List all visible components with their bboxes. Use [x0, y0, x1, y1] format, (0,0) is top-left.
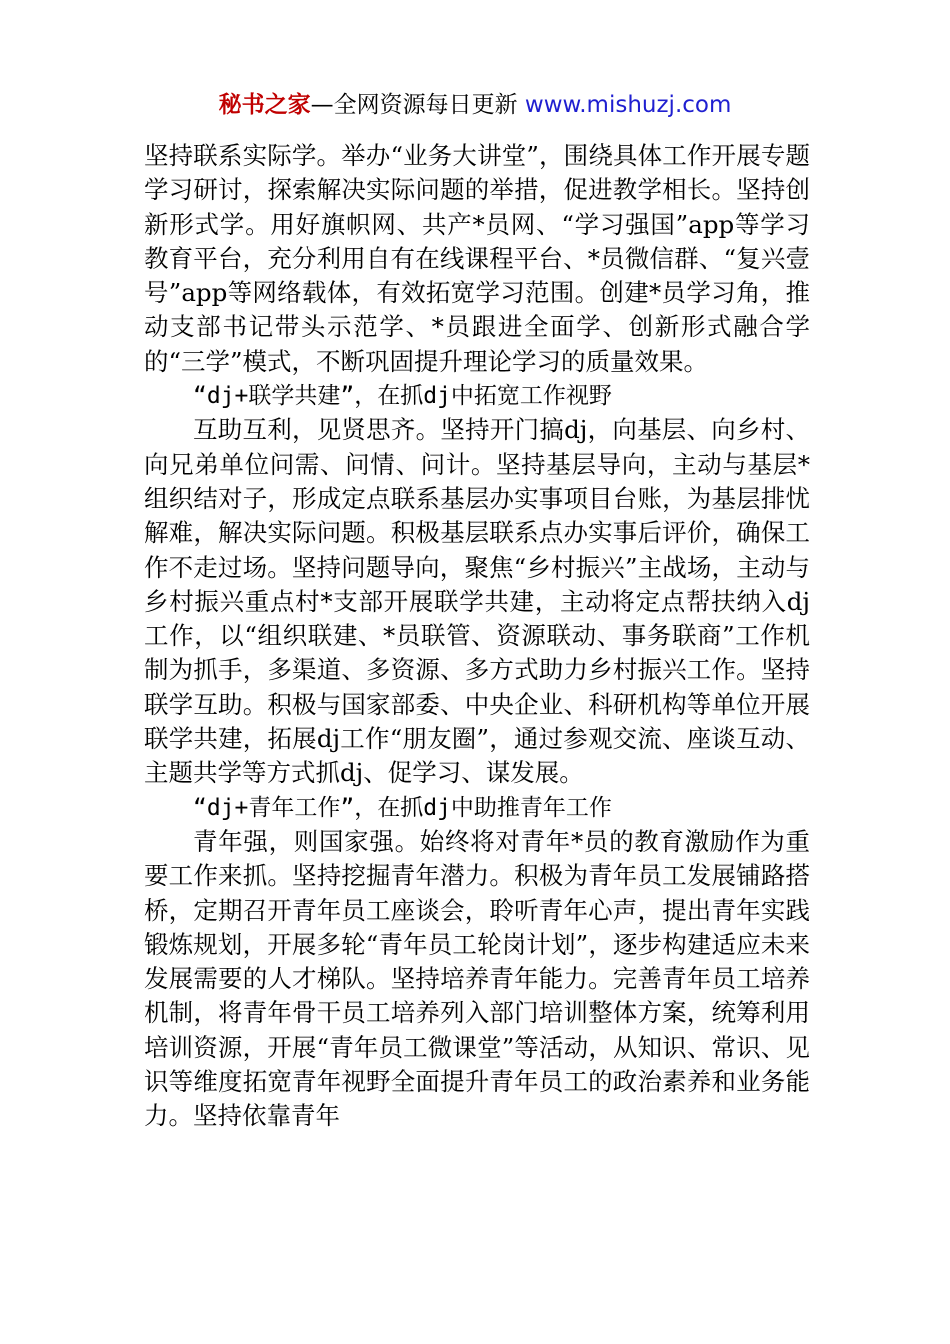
- section-heading-joint-learning: “dj+联学共建”，在抓dj中拓宽工作视野: [193, 383, 612, 410]
- document-body: [144, 139, 810, 1134]
- site-url-link[interactable]: www.mishuzj.com: [524, 92, 732, 118]
- paragraph-study-practice: 坚持联系实际学。举办“业务大讲堂”，围绕具体工作开展专题学习研讨，探索解决实际问题的举措，促进教学相长。坚持创新形式学。用好旗帜网、共产*员网、“学习强国”app等学习教育平台，充分利用自有在线课程平台、*员微信群、“复兴壹号”app等网络载体，有效拓宽学习范围。创建*员学习角，推动支部书记带头示范学、*员跟进全面学、创新形式融合学的“三学”模式，不断巩固提升理论学习的质量效果。: [144, 141, 810, 376]
- section-heading-youth-work: “dj+青年工作”，在抓dj中助推青年工作: [193, 794, 612, 821]
- paragraph-youth-work: 青年强，则国家强。始终将对青年*员的教育激励作为重要工作来抓。坚持挖掘青年潜力。积极为青年员工发展铺路搭桥，定期召开青年员工座谈会，聆听青年心声，提出青年实践锻炼规划，开展多轮“青年员工轮岗计划”，逐步构建适应未来发展需要的人才梯队。坚持培养青年能力。完善青年员工培养机制，将青年骨干员工培养列入部门培训整体方案，统筹利用培训资源，开展“青年员工微课堂”等活动，从知识、常识、见识等维度拓宽青年视野全面提升青年员工的政治素养和业务能力。坚持依靠青年: [144, 826, 810, 1131]
- brand-name: 秘书之家: [218, 92, 311, 118]
- header-tagline: —全网资源每日更新: [310, 92, 518, 118]
- page-header: [0, 88, 950, 122]
- paragraph-joint-learning: 互助互利，见贤思齐。坚持开门搞dj，向基层、向乡村、向兄弟单位问需、问情、问计。坚持基层导向，主动与基层*组织结对子，形成定点联系基层办实事项目台账，为基层排忧解难，解决实际问题。积极基层联系点办实事后评价，确保工作不走过场。坚持问题导向，聚焦“乡村振兴”主战场，主动与乡村振兴重点村*支部开展联学共建，主动将定点帮扶纳入dj工作，以“组织联建、*员联管、资源联动、事务联商”工作机制为抓手，多渠道、多资源、多方式助力乡村振兴工作。坚持联学互助。积极与国家部委、中央企业、科研机构等单位开展联学共建，拓展dj工作“朋友圈”，通过参观交流、座谈互动、主题共学等方式抓dj、促学习、谋发展。: [144, 415, 810, 788]
